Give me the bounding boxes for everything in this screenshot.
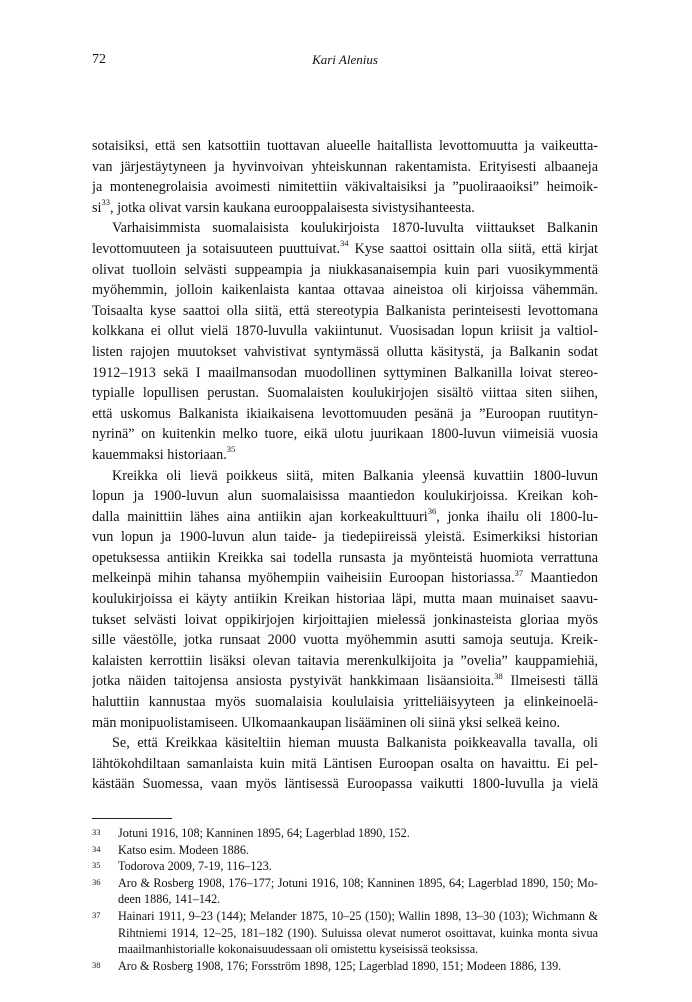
- footnote: [92, 908, 598, 958]
- paragraph: [92, 218, 598, 465]
- footnote-number: 33: [92, 827, 101, 837]
- text-line: koulukirjoissa ei käyty antiikin Kreikan historiaa läpi, mutta maan muinaiset saavu-: [92, 591, 598, 608]
- footnote-text: Katso esim. Modeen 1886.: [118, 842, 249, 857]
- book-page: [92, 52, 598, 973]
- text-line: män monipuolistamiseen. Ulkomaankaupan lisääminen oli siinä yksi selkeä keino.: [92, 714, 561, 731]
- text-line: kästään Suomessa, vaan myös läntisessä Euroopassa vaikutti 1800-luvulla ja vielä: [92, 776, 598, 793]
- text-line: melkeinpä mihin tahansa myöhempiin vaiheisiin Euroopan historiassa.$^{37}$ Maantiedon: [92, 568, 598, 587]
- text-line: van järjestäytyneen ja hyvinvoivan yhteiskunnan rakentamista. Erityisesti albaaneja: [92, 158, 598, 175]
- running-head-author: Kari Alenius: [312, 52, 378, 67]
- footnote-text: maailmanhistorialle kokonaisuudessaan oli omistettu kyseisissä teoksissa.: [118, 942, 479, 957]
- footnote-ref: 38: [494, 671, 503, 681]
- text-line: ja montenegrolaisia avoimesti nimitettiin väkivaltaisiksi ja ”puoliraaoiksi” heimoik-: [92, 179, 598, 196]
- text-line: Kreikka oli lievä poikkeus siitä, miten Balkania yleensä kuvattiin 1800-luvun: [112, 467, 598, 484]
- footnote-ref: 35: [226, 444, 236, 455]
- footnote: [92, 842, 598, 859]
- text-line: haluttiin kannustaa myös suomalaisia koululaisia yritteliäisyyteen ja elinkeinoelä-: [92, 694, 598, 711]
- text-line: olivat tuolloin selvästi suppeampia ja niukkasanaisempia kuin pari vuosikymmentä: [92, 261, 598, 278]
- text-line: lähtökohdiltaan samanlaista kuin mitä Läntisen Euroopan osalta on havaittu. Ei pel-: [92, 755, 598, 772]
- footnote-number: 37: [92, 909, 101, 920]
- text-line: että uskomus Balkanista ikiaikaisena levottomuuden pesänä ja ”Euroopan ruutityn-: [92, 405, 598, 422]
- footnote: [92, 825, 598, 842]
- text-line: kolkkana ei ollut vielä 1870-luvulla vakiintunut. Vuosisadan lopun kriisit ja valtiol-: [92, 323, 598, 340]
- text-line: opetuksessa antiikin Kreikka sai todella runsasta ja myönteistä huomiota verrattuna: [92, 549, 598, 566]
- footnote-separator: [92, 818, 172, 819]
- footnote: [92, 858, 598, 875]
- text-line: sotaisiksi, että sen katsottiin tuottavan alueelle haitallista levottomuutta ja vaikeutta-: [92, 138, 598, 154]
- text-line: 1912–1913 sekä I maailmansodan muodollinen syttyminen Balkanilla loivat stereo-: [92, 364, 598, 381]
- footnote-ref: 33: [101, 197, 110, 208]
- text-line: typialle lopullisen perustan. Suomalaisten koulukirjojen sisältö viittaa siten siihen,: [92, 385, 598, 402]
- paragraph: [92, 733, 598, 795]
- footnote-text: Aro & Rosberg 1908, 176; Forsström 1898, 125; Lagerblad 1890, 151; Modeen 1886, 139.: [118, 958, 562, 973]
- footnote-ref: 36: [427, 506, 437, 516]
- text-line: levottomuuteen ja sotaisuuteen puuttuivat.$^{34}$ Kyse saattoi osittain olla siitä, että kirjat: [92, 238, 598, 257]
- text-line: $si^{33}$, jotka olivat varsin kaukana eurooppalaisesta sivistysihanteesta.: [92, 197, 475, 216]
- footnote-text: Jotuni 1916, 108; Kanninen 1895, 64; Lagerblad 1890, 152.: [118, 826, 410, 840]
- text-line: dalla mainittiin lähes aina antiikin ajan korkeakulttuuri$^{36}$, jonka ihailu oli 1800-lu-: [92, 506, 598, 525]
- text-line: kauemmaksi historiaan.$^{35}$: [92, 444, 236, 463]
- text-line: myöhemmin, jolloin kaikenlaista kantaa ottavaa aineistoa oli kirjoissa vähemmän.: [92, 282, 598, 299]
- footnote-number: 36: [92, 876, 101, 887]
- footnote-number: 34: [92, 843, 101, 854]
- footnote-text: Hainari 1911, 9–23 (144); Melander 1875, 10–25 (150); Wallin 1898, 13–30 (103); Wichmann &: [118, 908, 598, 923]
- body-text: [92, 136, 598, 795]
- text-line: nyrinä” on kuitenkin melko tuore, eikä ulotu juurikaan 1800-luvun viimeisiä vuosia: [92, 426, 598, 443]
- text-line: Toisaalta kyse saattoi olla siitä, että stereotypia Balkanista perinteisesti levottomana: [92, 302, 598, 319]
- paragraph: [92, 136, 598, 218]
- footnote-number: 38: [92, 959, 101, 970]
- text-line: jotka näiden taitojensa ansiosta pystyivät hankkimaan lisäansioita.$^{38}$ Ilmeisesti tällä: [92, 671, 598, 690]
- text-line: listen rajojen muutokset vahvistivat syntymässä ollutta käsitystä, ja Balkanin sodat: [92, 343, 598, 360]
- footnote: [92, 875, 598, 908]
- paragraph: [92, 466, 598, 734]
- text-line: kalaisten kerrottiin lisäksi olevan taitavia merenkulkijoita ja ”ovelia” kauppamiehiä,: [92, 652, 598, 669]
- text-line: Varhaisimmista suomalaisista koulukirjoista 1870-luvulta viittaukset Balkanin: [112, 220, 598, 237]
- footnote-text: Aro & Rosberg 1908, 176–177; Jotuni 1916, 108; Kanninen 1895, 64; Lagerblad 1890, 150; Mo-: [118, 875, 598, 890]
- footnote-text: Todorova 2009, 7-19, 116–123.: [118, 859, 272, 874]
- footnote-ref: 34: [340, 238, 349, 249]
- page-header: [92, 52, 598, 72]
- footnote-number: 35: [92, 860, 101, 871]
- text-line: vun lopun ja 1900-luvun alun taide- ja tiedepiireissä yleistä. Esimerkiksi historian: [92, 529, 598, 546]
- text-line: lopun ja 1900-luvun alun suomalaisissa maantiedon koulukirjoissa. Kreikan koh-: [92, 488, 598, 505]
- page-number: 72: [92, 52, 106, 67]
- footnote-text: deen 1886, 141–142.: [118, 892, 221, 907]
- text-line: tukset selvästi loivat oppikirjojen kirjoittajien mielessä jonkinasteista gloriaa myös: [92, 611, 598, 628]
- text-line: Se, että Kreikkaa käsiteltiin hieman muusta Balkanista poikkeavalla tavalla, oli: [112, 735, 598, 752]
- footnotes: [92, 825, 598, 974]
- footnote: [92, 958, 598, 975]
- footnote-text: Rihtniemi 1914, 12–25, 181–182 (190). Suluissa olevat numerot osoittavat, kuinka monta sivua: [118, 925, 598, 940]
- footnote-ref: 37: [514, 568, 524, 578]
- text-line: sille väestölle, jotka runsaat 2000 vuotta myöhemmin asutti samoja seutuja. Kreik-: [92, 632, 598, 649]
